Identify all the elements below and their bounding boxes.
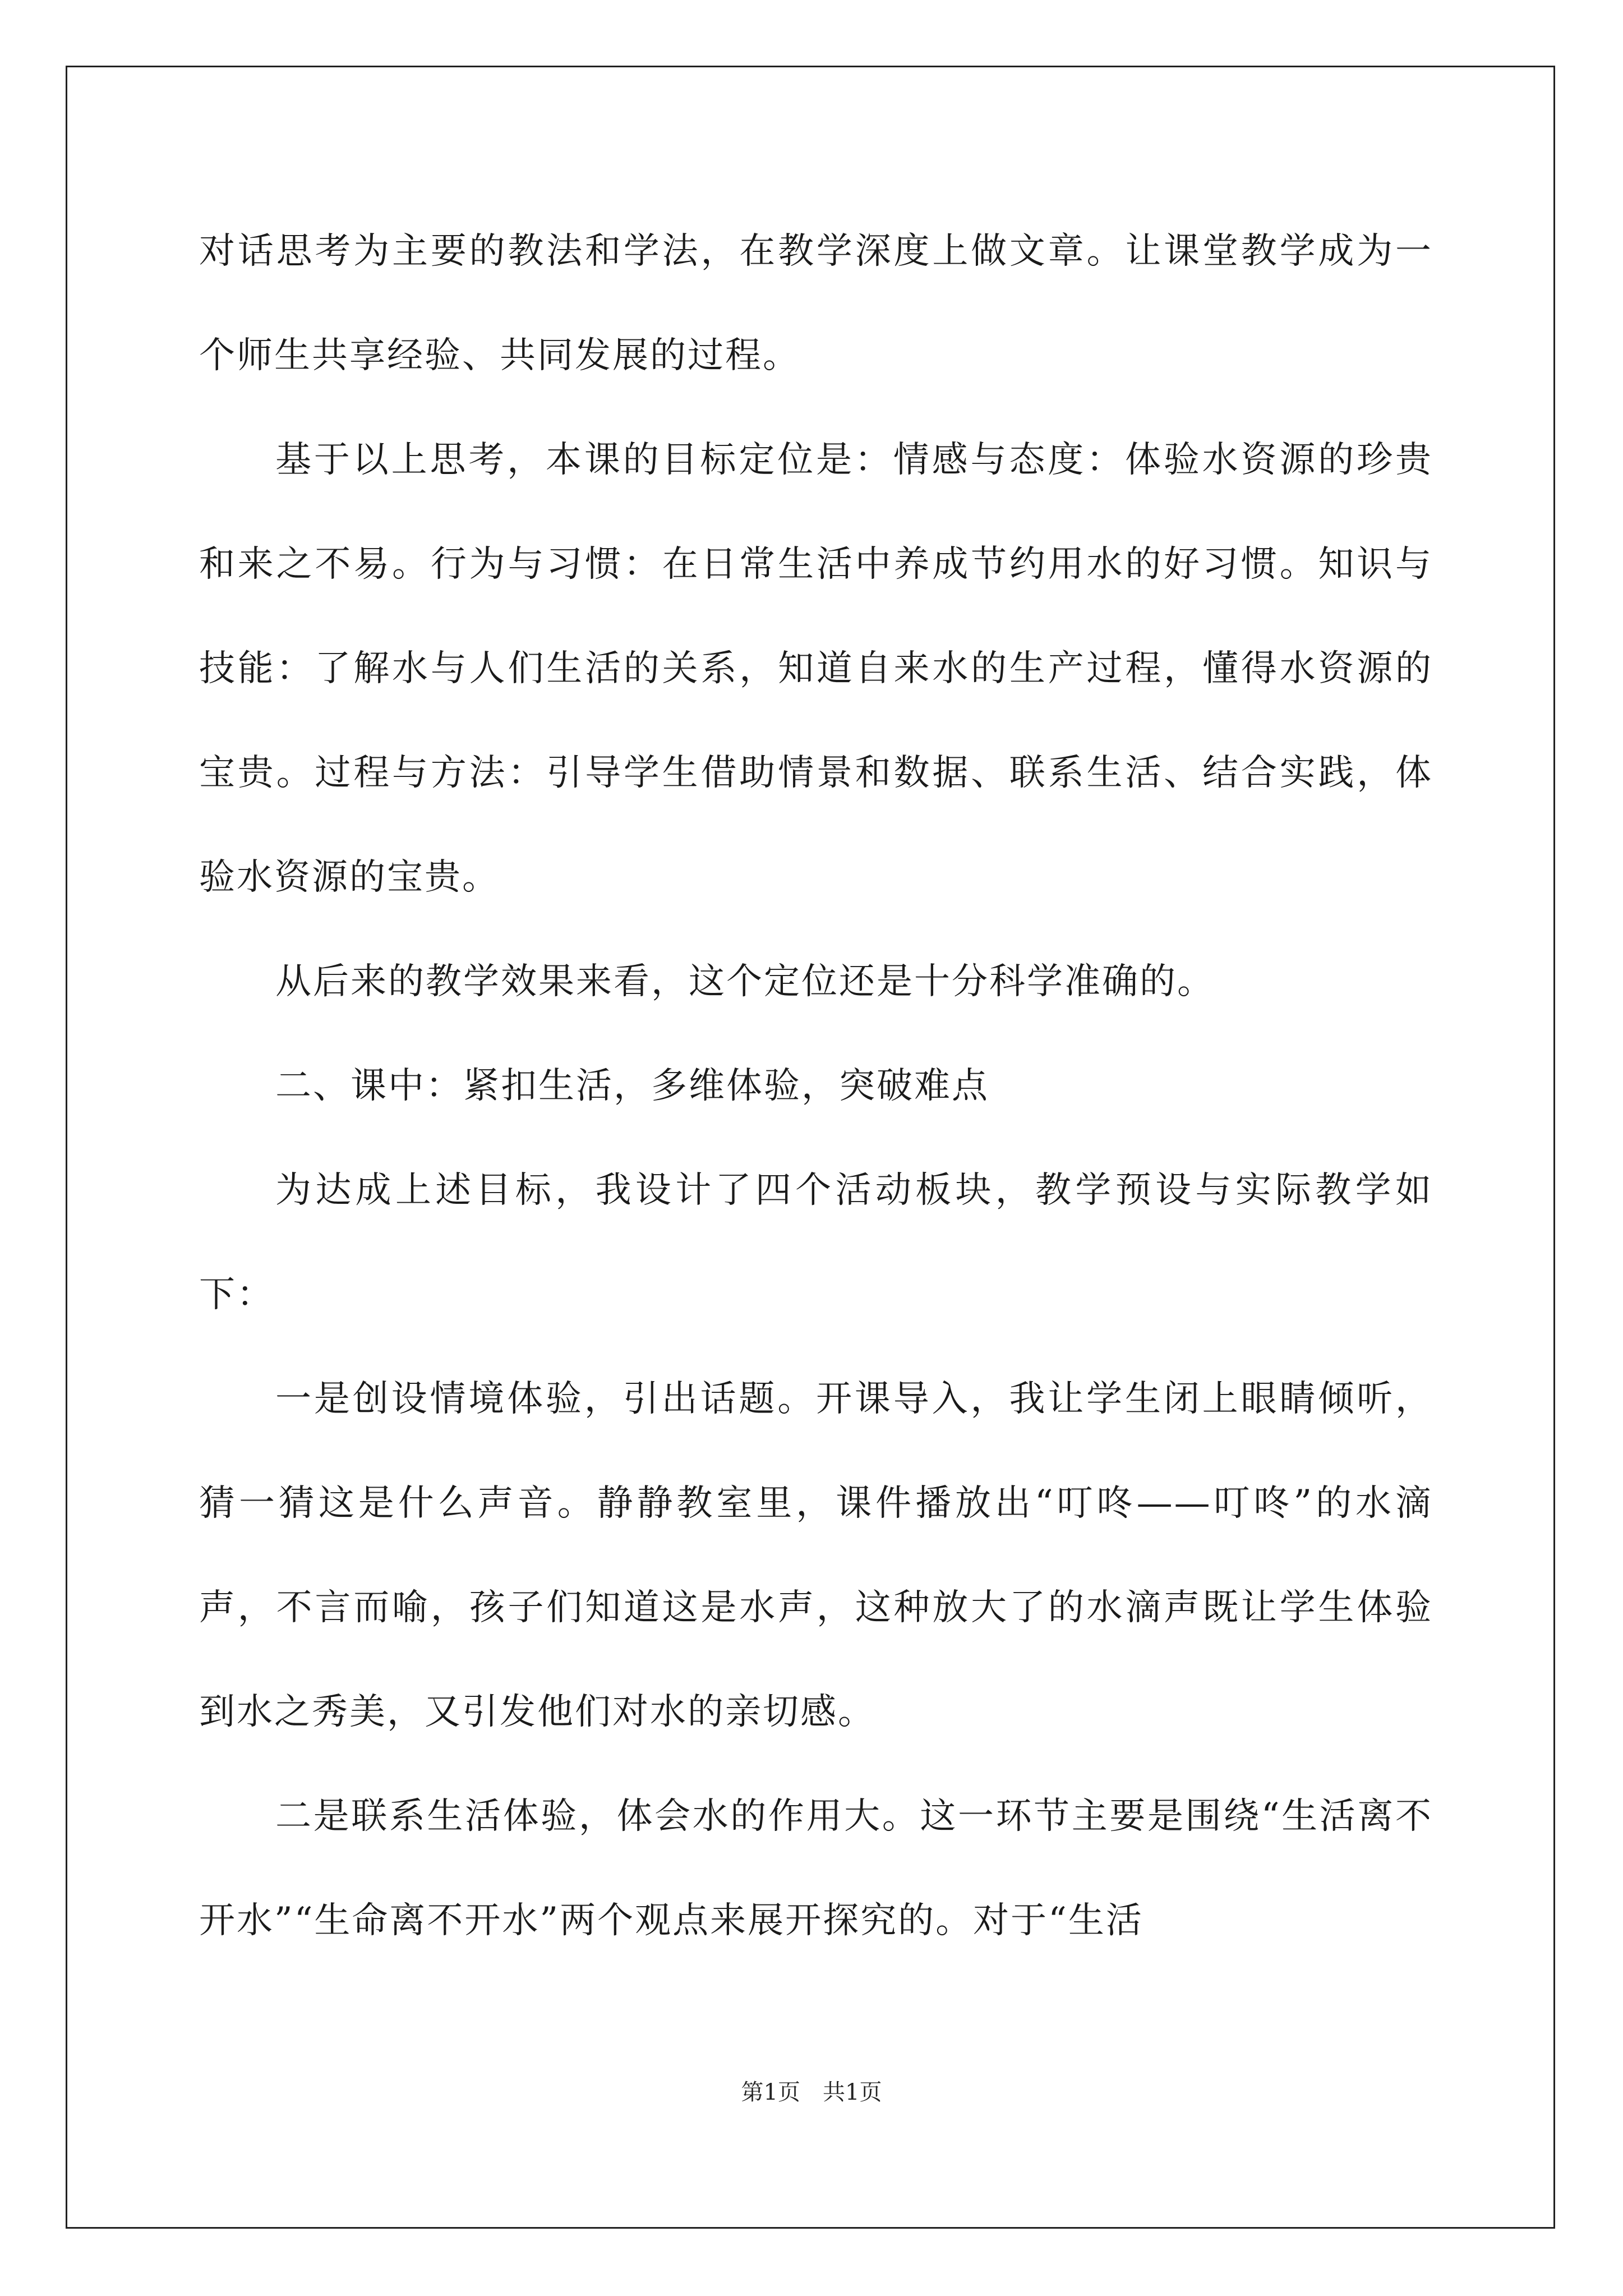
section-heading: 二、课中：紧扣生活，多维体验，突破难点 — [275, 1065, 989, 1107]
document-body — [199, 199, 1433, 1973]
page-number-total: 共1页 — [823, 2079, 882, 2105]
paragraph-6: 二是联系生活体验，体会水的作用大。这一环节主要是围绕“生活离不开水”“生命离不开水”两个观点来展开探究的。对于“生活 — [199, 1796, 1433, 1941]
paragraph-2: 基于以上思考，本课的目标定位是：情感与态度：体验水资源的珍贵和来之不易。行为与习惯：在日常生活中养成节约用水的好习惯。知识与技能：了解水与人们生活的关系，知道自来水的生产过程，懂得水资源的宝贵。过程与方法：引导学生借助情景和数据、联系生活、结合实践，体验水资源的宝贵。 — [199, 439, 1433, 898]
page-footer — [0, 2076, 1623, 2109]
paragraph-1: 对话思考为主要的教法和学法，在教学深度上做文章。让课堂教学成为一个师生共享经验、共同发展的过程。 — [199, 231, 1433, 376]
paragraph-4: 为达成上述目标，我设计了四个活动板块，教学预设与实际教学如下： — [199, 1170, 1433, 1315]
paragraph-5: 一是创设情境体验，引出话题。开课导入，我让学生闭上眼睛倾听，猜一猜这是什么声音。静静教室里，课件播放出“叮咚——叮咚”的水滴声，不言而喻，孩子们知道这是水声，这种放大了的水滴声既让学生体验到水之秀美，又引发他们对水的亲切感。 — [199, 1378, 1433, 1733]
page-number-current: 第1页 — [741, 2079, 800, 2105]
paragraph-3: 从后来的教学效果来看，这个定位还是十分科学准确的。 — [275, 961, 1215, 1002]
